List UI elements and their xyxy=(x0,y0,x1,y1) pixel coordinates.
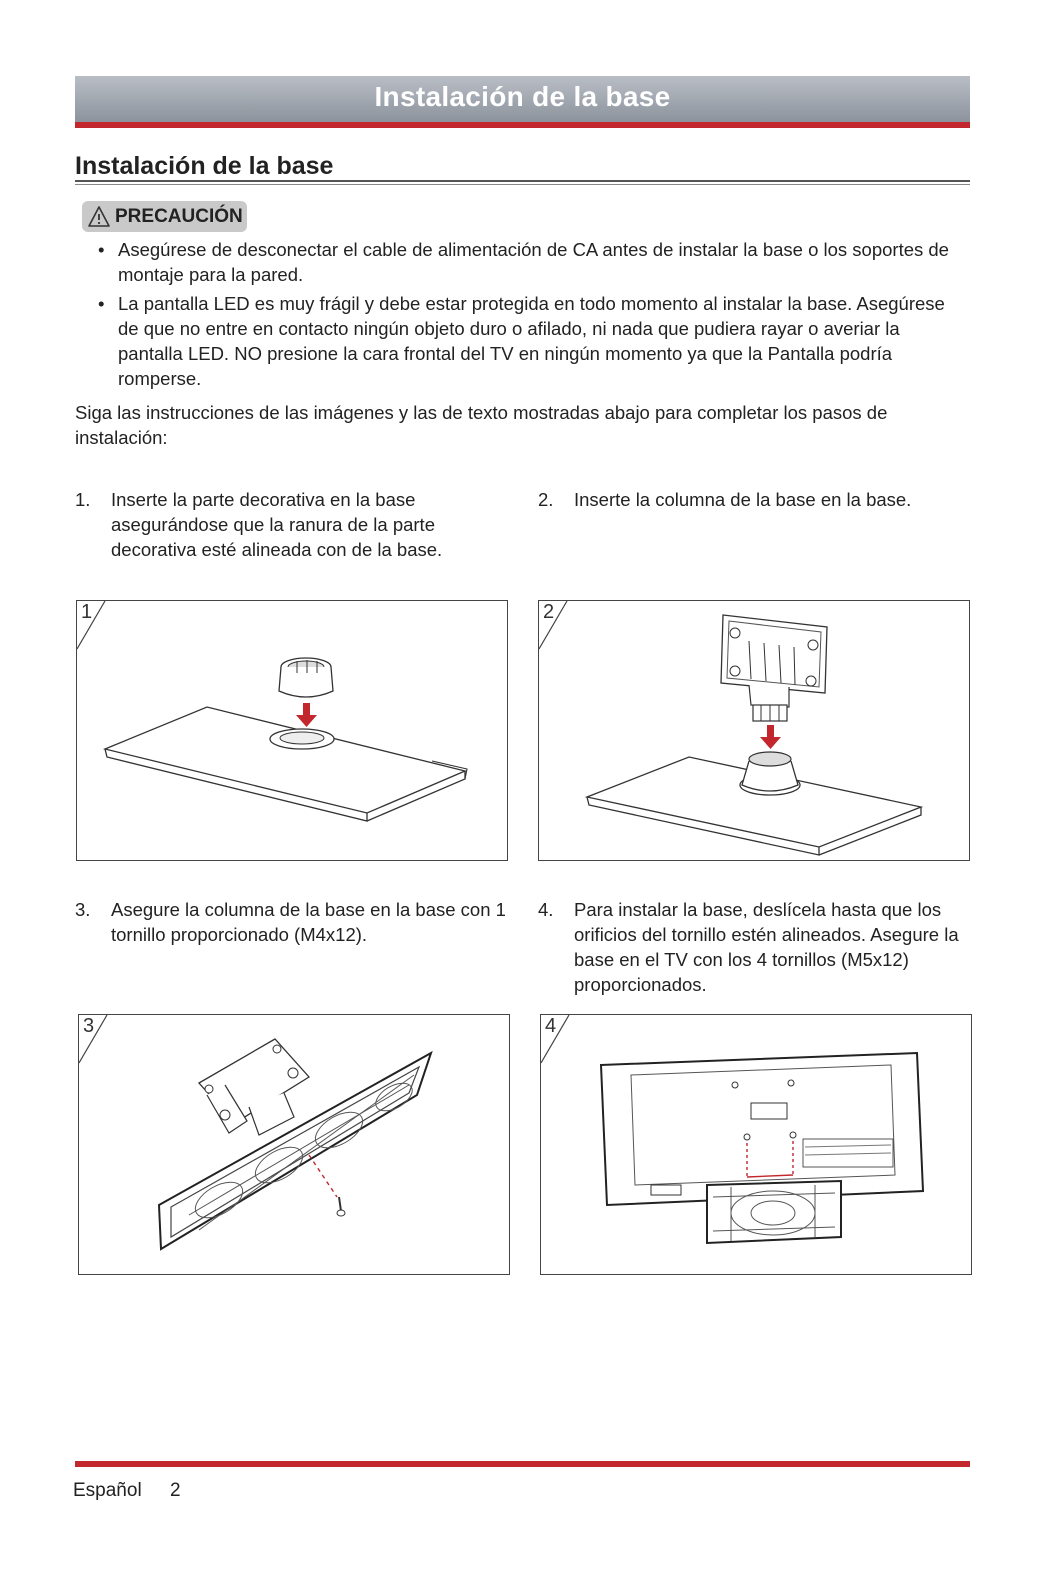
figure-panel-4 xyxy=(540,1014,972,1275)
banner-title: Instalación de la base xyxy=(374,81,671,112)
header-banner xyxy=(75,76,970,122)
bullet-icon: • xyxy=(98,293,105,314)
caution-list xyxy=(98,237,968,395)
caution-label: PRECAUCIÓN xyxy=(115,206,243,227)
figure-panel-2 xyxy=(538,600,970,861)
banner-accent-bar xyxy=(75,122,970,128)
step-number: 3. xyxy=(75,899,91,920)
step-text: Asegure la columna de la base en la base con 1 tornillo proporcionado (M4x12). xyxy=(111,899,506,945)
tv-mount-illustration xyxy=(541,1015,971,1274)
section-title: Instalación de la base xyxy=(75,152,334,180)
panel-number: 1 xyxy=(81,601,93,623)
step-text: Para instalar la base, deslícela hasta que los orificios del tornillo estén alineados. Asegure la base en el TV con los 4 tornillos (M5x12) proporcionados. xyxy=(574,899,959,995)
page-number: 2 xyxy=(170,1480,181,1501)
caution-item xyxy=(98,237,968,287)
caution-icon xyxy=(87,205,111,229)
section-rule xyxy=(75,180,970,182)
panel-number: 3 xyxy=(83,1015,95,1037)
section-rule-thin xyxy=(75,184,970,185)
step-number: 2. xyxy=(538,489,554,510)
caution-item-text: Asegúrese de desconectar el cable de alimentación de CA antes de instalar la base o los soportes de montaje para la pared. xyxy=(118,239,949,285)
intro-text: Siga las instrucciones de las imágenes y las de texto mostradas abajo para completar los pasos de instalación: xyxy=(75,402,888,448)
step-number: 4. xyxy=(538,899,554,920)
figure-panel-1 xyxy=(76,600,508,861)
caution-badge xyxy=(82,201,247,232)
footer-language: Español xyxy=(73,1480,142,1501)
caution-item xyxy=(98,291,968,391)
step-text: Inserte la parte decorativa en la base asegurándose que la ranura de la parte decorativa esté alineada con de la base. xyxy=(111,489,443,560)
screw-column-illustration xyxy=(79,1015,509,1274)
figure-panel-3 xyxy=(78,1014,510,1275)
caution-item-text: La pantalla LED es muy frágil y debe estar protegida en todo momento al instalar la base. Asegúrese de que no entre en contacto ningún objeto duro o afilado, ni nada que pudiera rayar o averiar la pantalla LED. NO presione la cara frontal del TV en ningún momento ya que la Pantalla podría romperse. xyxy=(118,293,945,389)
base-insert-illustration xyxy=(77,601,507,860)
footer-accent-bar xyxy=(75,1461,970,1467)
column-insert-illustration xyxy=(539,601,969,860)
panel-number: 2 xyxy=(543,601,555,623)
step-text: Inserte la columna de la base en la base. xyxy=(574,489,912,510)
panel-number: 4 xyxy=(545,1015,557,1037)
step-number: 1. xyxy=(75,489,91,510)
bullet-icon: • xyxy=(98,239,105,260)
